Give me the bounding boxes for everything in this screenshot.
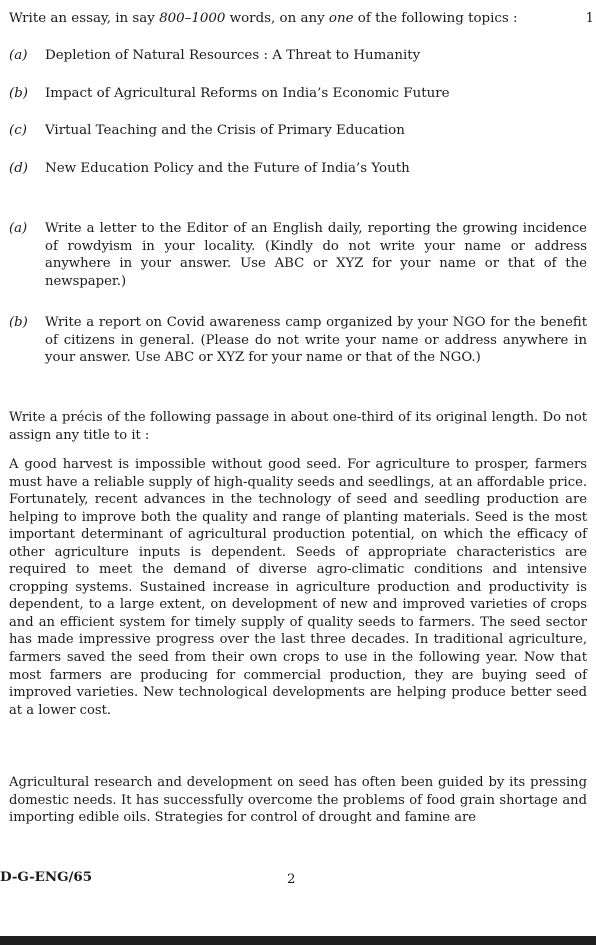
essay-topic-c	[9, 122, 589, 140]
topic-text: Depletion of Natural Resources : A Threat to Humanity	[45, 48, 421, 63]
page-number: 2	[287, 872, 296, 887]
scan-edge-bar	[0, 936, 596, 945]
topic-text: New Education Policy and the Future of India’s Youth	[45, 161, 410, 176]
essay-topic-a	[9, 47, 589, 65]
topic-label: (c)	[9, 123, 27, 138]
essay-instruction-mid: words, on any	[225, 11, 329, 26]
essay-topic-d	[9, 160, 589, 178]
essay-instruction-before: Write an essay, in say	[9, 11, 160, 26]
essay-instruction-after: of the following topics :	[353, 11, 518, 26]
essay-instruction	[9, 10, 589, 28]
precis-paragraph-1: A good harvest is impossible without good seed. For agriculture to prosper, farmers must have a reliable supply of high-quality seeds and seedlings, at an affordable price. Fortunately, recent advances in the technology of seed and seedling production are helping to improve both the quality and range of planting materials. Seed is the most important determinant of agricultural production potential, on which the efficacy of other agriculture inputs is dependent. Seeds of appropriate characteristics are required to meet the demand of diverse agro-climatic conditions and intensive cropping systems. Sustained increase in agriculture production and productivity is dependent, to a large extent, on development of new and improved varieties of crops and an efficient system for timely supply of quality seeds to farmers. The seed sector has made impressive progress over the last three decades. In traditional agriculture, farmers saved the seed from their own crops to use in the following year. Now that most farmers are producing for commercial production, they are buying seed of improved varieties. New technological developments are helping produce better seed at a lower cost.	[9, 457, 587, 718]
letter-text: Write a letter to the Editor of an English daily, reporting the growing incidence of rowdyism in your locality. (Kindly do not write your name or address anywhere in your answer. Use ABC or XYZ for your name or that of the newspaper.)	[45, 221, 587, 289]
paper-code: D-G-ENG/65	[0, 869, 93, 885]
letter-label: (b)	[9, 315, 28, 330]
topic-label: (b)	[9, 86, 29, 101]
topic-label: (d)	[9, 161, 29, 176]
precis-paragraph-2: Agricultural research and development on seed has often been guided by its pressing domestic needs. It has successfully overcome the problems of food grain shortage and importing edible oils. Strategies for control of drought and famine are	[9, 775, 587, 826]
essay-one-emphasis: one	[328, 11, 354, 26]
letter-text: Write a report on Covid awareness camp organized by your NGO for the benefit of citizens in general. (Please do not write your name or address anywhere in your answer. Use ABC or XYZ for your name or that of the NGO.)	[45, 315, 587, 365]
topic-text: Impact of Agricultural Reforms on India’s Economic Future	[45, 86, 450, 101]
letter-label: (a)	[9, 221, 28, 236]
letter-option-b	[9, 314, 587, 367]
letter-option-a	[9, 220, 587, 290]
topic-label: (a)	[9, 48, 28, 63]
topic-text: Virtual Teaching and the Crisis of Primary Education	[45, 123, 405, 138]
edge-mark: 1	[585, 11, 594, 26]
essay-word-range: 800–1000	[159, 11, 226, 26]
essay-topic-b	[9, 85, 589, 103]
precis-instruction: Write a précis of the following passage in about one-third of its original length. Do not assign any title to it :	[9, 410, 587, 443]
